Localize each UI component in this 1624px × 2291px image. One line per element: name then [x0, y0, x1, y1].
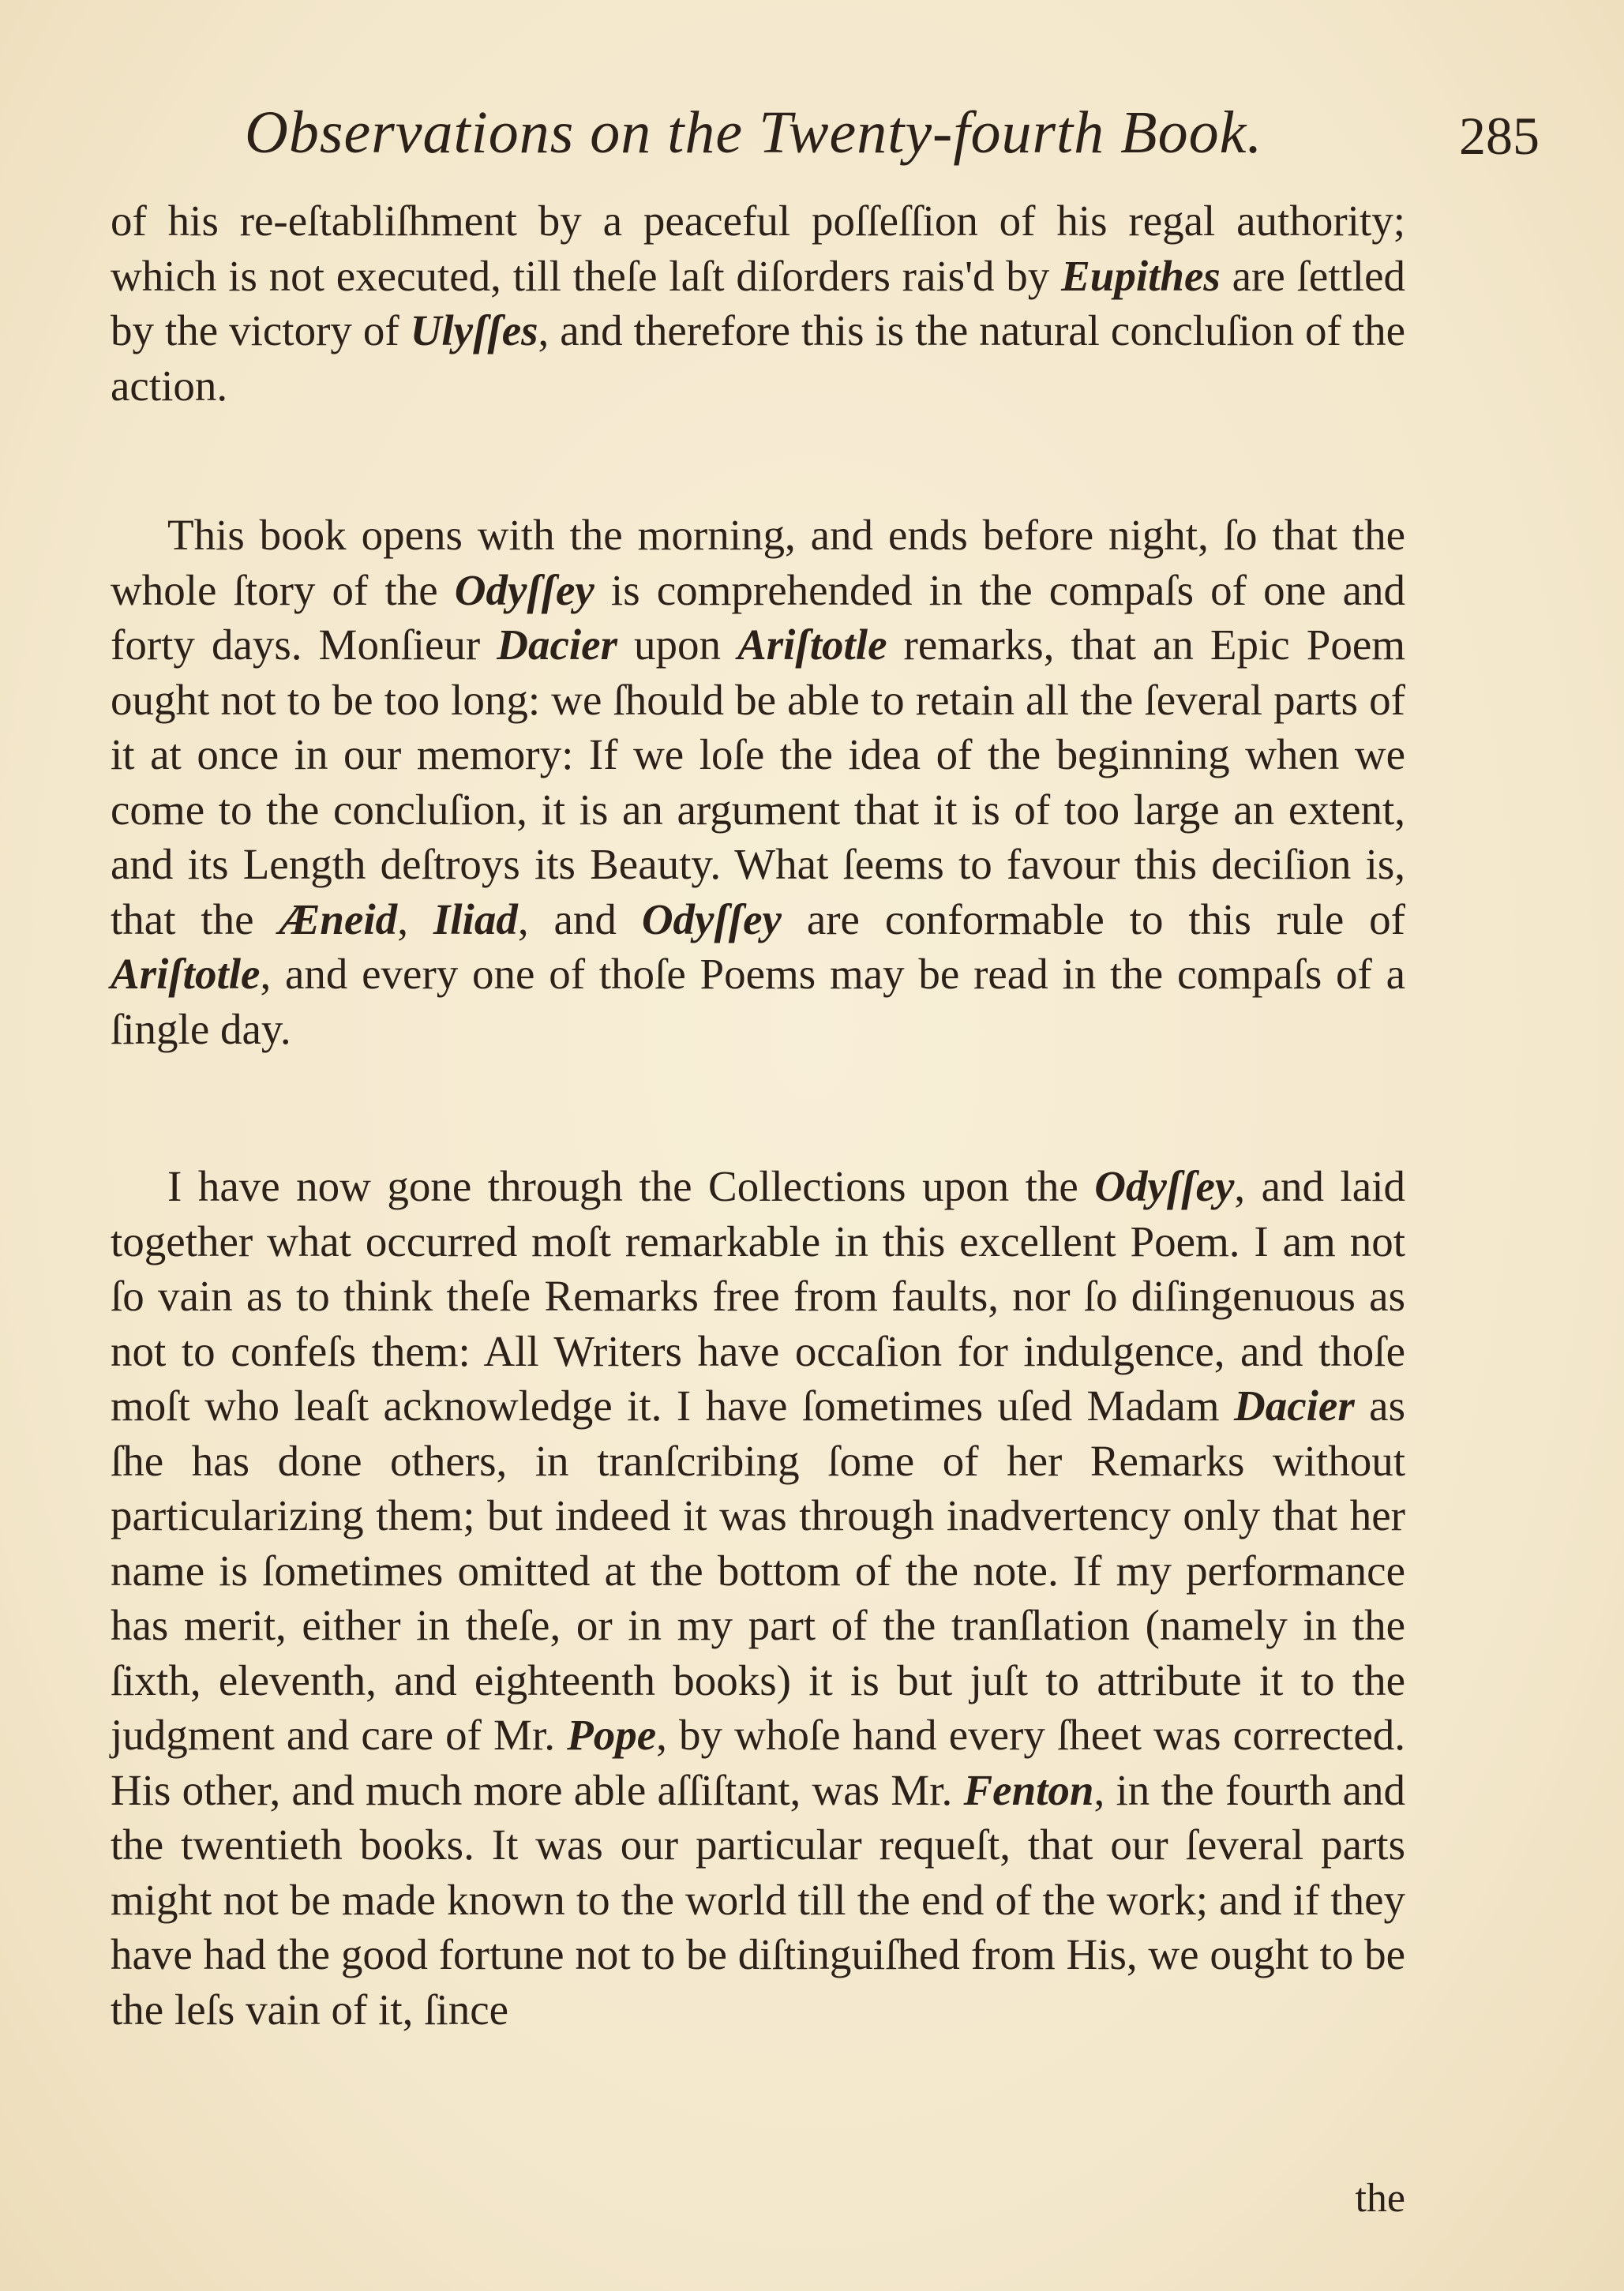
italic-name: Odyſſey — [454, 565, 594, 614]
text-run: upon — [617, 621, 738, 669]
text-run: I have now gone through the Collections upon the — [167, 1162, 1095, 1210]
italic-name: Odyſſey — [641, 894, 782, 943]
text-run: are ſettled by the victory of — [111, 251, 1405, 354]
text-run: is comprehended in the compaſs of one and forty days. Monſieur — [111, 565, 1406, 669]
text-run: , in the fourth and the twentieth books. It was our particular requeſt, that our ſeveral parts might not be made known to the world till the end of the work; and if they have had the good fortune not to be diſtinguiſhed from His, we ought to be the leſs vain of it, ſince — [111, 1765, 1405, 2034]
text-run: , — [397, 894, 433, 943]
italic-name: Eupithes — [1061, 251, 1221, 300]
italic-name: Pope — [567, 1711, 657, 1759]
text-run: This book opens with the morning, and ends before night, ſo that the whole ſtory of the — [111, 511, 1405, 614]
paragraph-gap — [111, 1056, 1405, 1159]
italic-name: Ulyſſes — [410, 306, 538, 354]
italic-name: Odyſſey — [1094, 1162, 1235, 1210]
text-run: , and — [517, 894, 642, 943]
paragraph-3 — [111, 1159, 1405, 2037]
paragraph-1 — [111, 193, 1405, 413]
text-run: , and laid together what occurred moſt remarkable in this excellent Poem. I am not ſo vain as to think theſe Remarks free from faults, nor ſo diſingenuous as not to confeſs them: All Writers have occaſion for indulgence, and thoſe moſt who leaſt acknowledge it. I have ſometimes uſed Madam — [111, 1162, 1405, 1430]
running-head — [245, 99, 1540, 178]
text-run: remarks, that an Epic Poem ought not to be too long: we ſhould be able to retain all the ſeveral parts of it at once in our memory: If we loſe the idea of the beginning when we come to the concluſion, it is an argument that it is of too large an extent, and its Length deſtroys its Beauty. What ſeems to favour this deciſion is, that the — [111, 621, 1406, 943]
text-run: , and every one of thoſe Poems may be read in the compaſs of a ſingle day. — [111, 950, 1405, 1053]
italic-name: Æneid — [279, 894, 398, 943]
text-run: of his re-eſtabliſhment by a peaceful poſſeſſion of his regal authority; which is not executed, till theſe laſt diſorders rais'd by — [111, 197, 1405, 300]
italic-name: Dacier — [1234, 1382, 1355, 1430]
running-title: Observations on the Twenty-fourth Book. — [245, 99, 1263, 166]
italic-name: Ariſtotle — [111, 950, 261, 998]
paragraph-2 — [111, 508, 1405, 1056]
italic-name: Dacier — [497, 621, 617, 669]
italic-name: Iliad — [433, 894, 518, 943]
text-run: , and therefore this is the natural concluſion of the action. — [111, 306, 1406, 410]
text-run: , by whoſe hand every ſheet was corrected. His other, and much more able aſſiſtant, was Mr. — [111, 1711, 1405, 1814]
page-number: 285 — [1459, 106, 1540, 166]
text-run: as ſhe has done others, in tranſcribing ſome of her Remarks without particularizing them; but indeed it was through inadvertency only that her name is ſometimes omitted at the bottom of the note. If my performance has merit, either in theſe, or in my part of the tranſlation (namely in the ſixth, eleventh, and eighteenth books) it is but juſt to attribute it to the judgment and care of Mr. — [111, 1382, 1406, 1759]
italic-name: Fenton — [963, 1765, 1094, 1814]
paragraph-gap — [111, 413, 1405, 508]
catchword: the — [1355, 2176, 1405, 2221]
italic-name: Ariſtotle — [737, 621, 887, 669]
text-run: are conformable to this rule of — [781, 894, 1405, 943]
body-text — [111, 193, 1405, 2037]
